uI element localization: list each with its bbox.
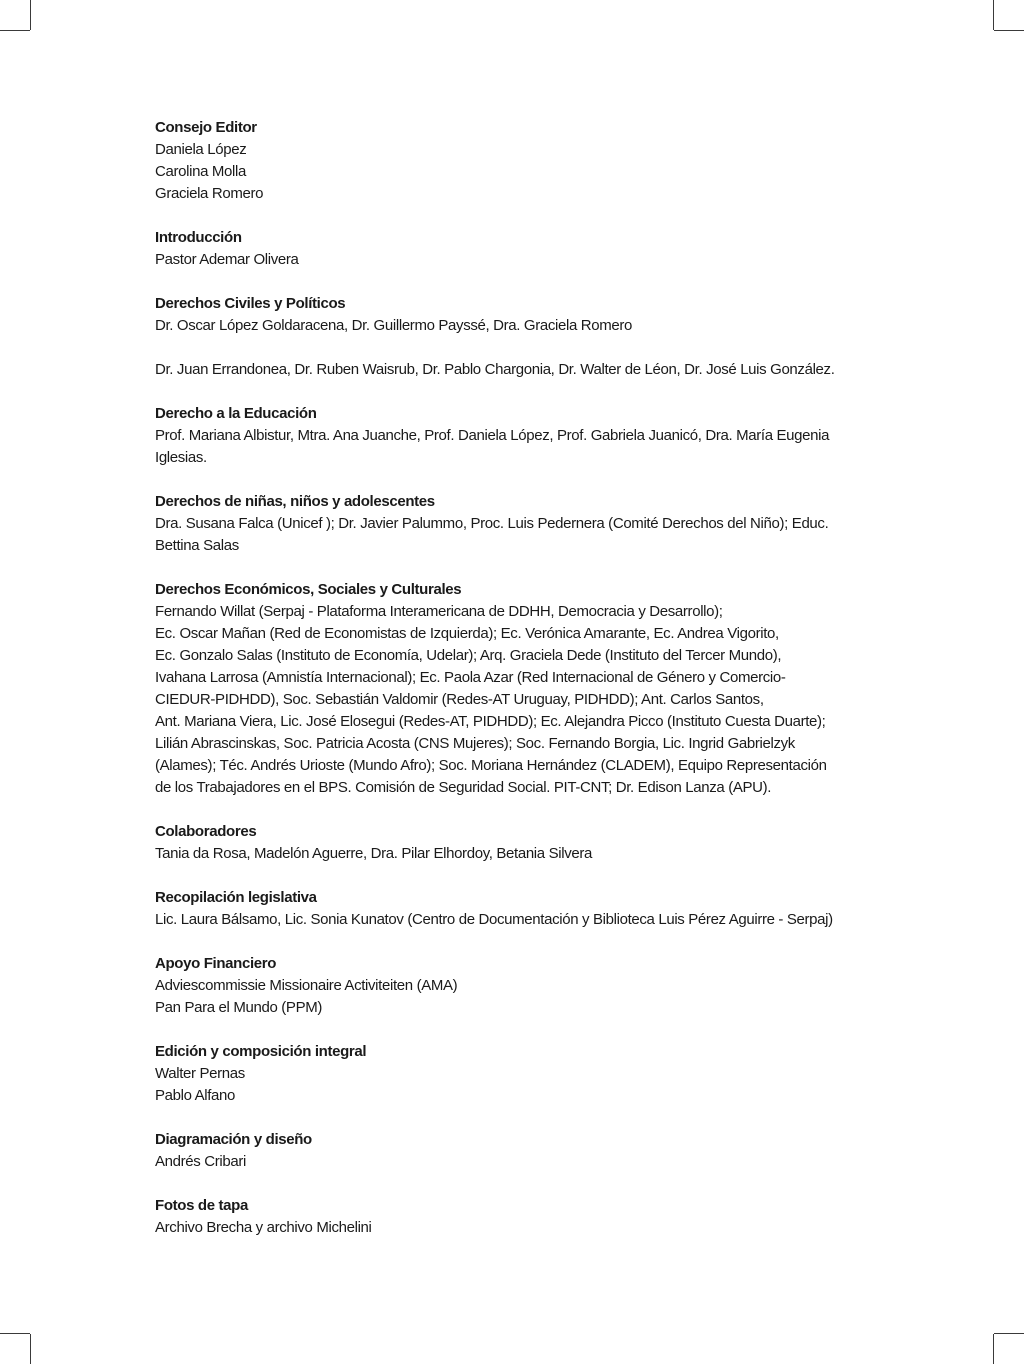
credit-line: Pan Para el Mundo (PPM) <box>155 999 323 1016</box>
credit-line: Ec. Gonzalo Salas (Instituto de Economía, Udelar); Arq. Graciela Dede (Instituto del Tercer Mundo), <box>155 647 782 664</box>
credit-line: Dr. Juan Errandonea, Dr. Ruben Waisrub, Dr. Pablo Chargonia, Dr. Walter de Léon, Dr. José Luis González. <box>155 361 835 378</box>
credit-line: Graciela Romero <box>155 185 264 202</box>
section-title: Colaboradores <box>155 823 257 840</box>
section-consejo-editor <box>155 117 900 205</box>
section-title: Edición y composición integral <box>155 1043 367 1060</box>
crop-mark-top-left-horizontal <box>0 30 30 31</box>
credit-line: Fernando Willat (Serpaj - Plataforma Interamericana de DDHH, Democracia y Desarrollo); <box>155 603 723 620</box>
section-recopilacion <box>155 887 900 931</box>
credit-line: Ec. Oscar Mañan (Red de Economistas de Izquierda); Ec. Verónica Amarante, Ec. Andrea Vigorito, <box>155 625 779 642</box>
credit-line: Dr. Oscar López Goldaracena, Dr. Guillermo Payssé, Dra. Graciela Romero <box>155 317 633 334</box>
section-title: Derechos Civiles y Políticos <box>155 295 346 312</box>
section-title: Introducción <box>155 229 242 246</box>
section-edicion <box>155 1041 900 1107</box>
crop-mark-top-right-vertical <box>993 0 994 30</box>
credit-line: CIEDUR-PIDHDD), Soc. Sebastián Valdomir (Redes-AT Uruguay, PIDHDD); Ant. Carlos Santos, <box>155 691 764 708</box>
credit-line: Carolina Molla <box>155 163 246 180</box>
section-title: Derechos Económicos, Sociales y Culturales <box>155 581 462 598</box>
credit-line: Ant. Mariana Viera, Lic. José Elosegui (Redes-AT, PIDHDD); Ec. Alejandra Picco (Instituto Cuesta Duarte); <box>155 713 826 730</box>
section-derechos-civiles-continued <box>155 359 900 381</box>
credit-line: Bettina Salas <box>155 537 239 554</box>
credit-line: (Alames); Téc. Andrés Urioste (Mundo Afro); Soc. Moriana Hernández (CLADEM), Equipo Representación <box>155 757 827 774</box>
section-derechos-ninos <box>155 491 900 557</box>
credits-page <box>155 117 900 1261</box>
credit-line: Prof. Mariana Albistur, Mtra. Ana Juanche, Prof. Daniela López, Prof. Gabriela Juanicó, Dra. María Eugenia <box>155 427 830 444</box>
section-title: Derecho a la Educación <box>155 405 317 422</box>
credit-line: Dra. Susana Falca (Unicef ); Dr. Javier Palummo, Proc. Luis Pedernera (Comité Derechos del Niño); Educ. <box>155 515 829 532</box>
credit-line: Tania da Rosa, Madelón Aguerre, Dra. Pilar Elhordoy, Betania Silvera <box>155 845 593 862</box>
crop-mark-bottom-left-horizontal <box>0 1333 30 1334</box>
section-desc <box>155 579 900 799</box>
credit-line: de los Trabajadores en el BPS. Comisión de Seguridad Social. PIT-CNT; Dr. Edison Lanza (APU). <box>155 779 772 796</box>
crop-mark-top-right-horizontal <box>994 30 1024 31</box>
crop-mark-bottom-right-vertical <box>993 1334 994 1364</box>
crop-mark-bottom-right-horizontal <box>994 1333 1024 1334</box>
section-title: Fotos de tapa <box>155 1197 248 1214</box>
credit-line: Archivo Brecha y archivo Michelini <box>155 1219 372 1236</box>
section-apoyo-financiero <box>155 953 900 1019</box>
credit-line: Daniela López <box>155 141 247 158</box>
credit-line: Iglesias. <box>155 449 207 466</box>
credit-line: Andrés Cribari <box>155 1153 246 1170</box>
credit-line: Lilián Abrascinskas, Soc. Patricia Acosta (CNS Mujeres); Soc. Fernando Borgia, Lic. Ingrid Gabrielzyk <box>155 735 795 752</box>
credit-line: Walter Pernas <box>155 1065 245 1082</box>
crop-mark-bottom-left-vertical <box>30 1334 31 1364</box>
credit-line: Ivahana Larrosa (Amnistía Internacional); Ec. Paola Azar (Red Internacional de Género y Comercio- <box>155 669 786 686</box>
section-fotos-tapa <box>155 1195 900 1239</box>
credit-line: Pablo Alfano <box>155 1087 236 1104</box>
section-title: Derechos de niñas, niños y adolescentes <box>155 493 435 510</box>
credit-line: Adviescommissie Missionaire Activiteiten (AMA) <box>155 977 458 994</box>
section-introduccion <box>155 227 900 271</box>
credit-line: Lic. Laura Bálsamo, Lic. Sonia Kunatov (Centro de Documentación y Biblioteca Luis Pérez Aguirre - Serpaj) <box>155 911 833 928</box>
credit-line: Pastor Ademar Olivera <box>155 251 299 268</box>
section-derechos-civiles <box>155 293 900 337</box>
section-title: Recopilación legislativa <box>155 889 317 906</box>
section-diagramacion <box>155 1129 900 1173</box>
section-derecho-educacion <box>155 403 900 469</box>
crop-mark-top-left-vertical <box>30 0 31 30</box>
section-title: Apoyo Financiero <box>155 955 277 972</box>
section-title: Diagramación y diseño <box>155 1131 312 1148</box>
section-colaboradores <box>155 821 900 865</box>
section-title: Consejo Editor <box>155 119 257 136</box>
